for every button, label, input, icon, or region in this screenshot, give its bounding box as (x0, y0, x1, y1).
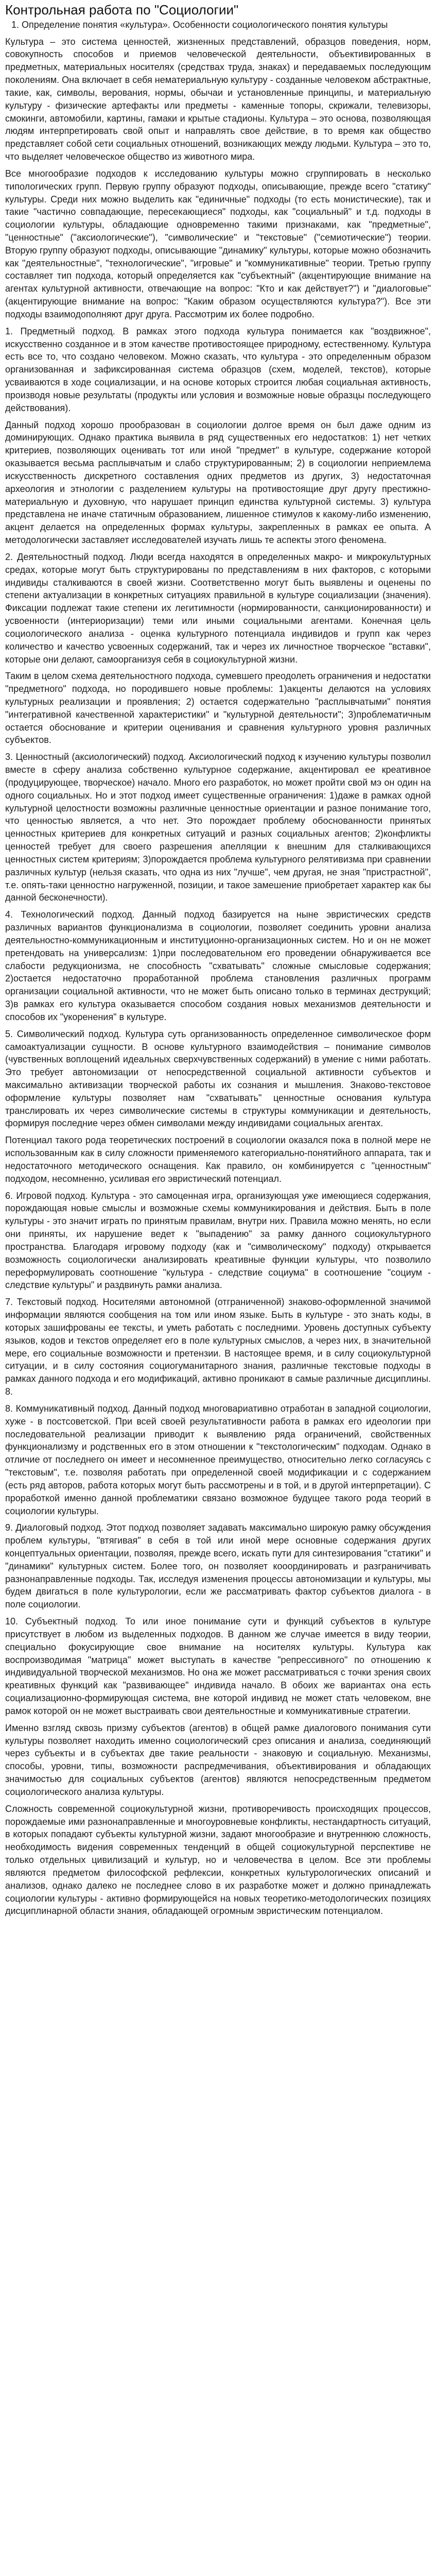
paragraph: 3. Ценностный (аксиологический) подход. Аксиологический подход к изучению культуры позволил вместе в сферу анализа собственно культурное содержание, акцентировал ее креативное (продуцирующее, творческое) начало. Много его разработок, но может пройти свой мэ он один на одного социальных. Но и этот подход имеет существенные ограничения: 1)даже в рамках одной культурной целостности возможны различные ценностные ориентации и разное понимание того, что ценностью является, а что нет. Это порождает проблему обоснованности принятых ценностных критериев для конкретных ситуаций и разных социальных агентов; 2)конфликты ценностей требует для своего разрешения апелляции к внешним для сталкивающихся ценностных систем критериям; 3)порождается проблема культурного релятивизма при сравнении различных культур (нельзя сказать, что одна из них "лучше", чем другая, не зная "пристрастной", т.е. опять-таки ценностно нагруженной, позиции, и такое замешение приобретает характер как бы данной бесконечности). (5, 752, 431, 903)
paragraph: 9. Диалоговый подход. Этот подход позволяет задавать максимально широкую рамку обсуждения проблем культуры, "втягивая" в себя в той или иной мере основные содержания других концептуальных ориентации, позволяя, прежде всего, искать пути для синтезирования "статики" и "динамики" культурных систем. Более того, он позволяет кооординировать и разграничивать разнонаправленные подходы. Так, исследуя изменения процессы автономизации и культуры, мы будем двигаться в поле культурологии, если же рассматривать фактор субъектов диалога - в поле социологии. (5, 1522, 431, 1610)
paragraph: 1. Предметный подход. В рамках этого подхода культура понимается как "воздвижное", искусственно созданное и в этом качестве противостоящее природному, естественному. Культура есть все то, что создано человеком. Можно сказать, что культура - это определенным образом организованная и зафиксированная система образцов (схем, моделей, текстов), которые усваиваются в ходе социализации, и на основе которых строится любая социальная активность, производя новые результаты (продукты или условия и возможные новые образцы последующего действования). (5, 326, 431, 413)
document-body (5, 36, 431, 1918)
paragraph: 8. Коммуникативный подход. Данный подход многовариативно отработан в западной социологии, хуже - в постсоветской. При всей своей результативности работа в рамках его идеологии при последовательной реализации приводит к выявлению ряда ограничений, свойственных функционализму и родственных его в этом отношении к "текстологическим" подходам. Однако в отличие от последнего он имеет и несомненное преимущество, относительно легко согласуясь с "текстовым", т.е. позволяя работать при определенной своей модификации и с содержанием (есть ряд авторов, работа которых могут быть рассмотрены и в той, и в другой интерпретации). С проработкой именно данной проблематики связано возможное будущее такого рода теорий в социологии культуры. (5, 1403, 431, 1516)
paragraph: 10. Субъектный подход. То или иное понимание сути и функций субъектов в культуре присутствует в любом из выделенных подходов. В данном же случае имеется в виду теории, специально фокусирующие свое внимание на носителях культуры. Культура как воспроизводимая "матрица" может выступать в качестве "репрессивного" по отношению к индивидуальной творческой механизмов. Но она же может рассматриваться с точки зрения своих креативных функций как "развивающее" индивида начало. В обоих же вариантах она есть социализационно-формирующая система, вне которой индивид не может стать человеком, вне рамок которой он не может выстраивать свои деятельностные и коммуникативные стратегии. (5, 1616, 431, 1716)
page-title: Контрольная работа по "Социологии" (5, 2, 239, 18)
paragraph: 6. Игровой подход. Культура - это самоценная игра, организующая уже имеющиеся содержания, порождающая новые смыслы и возможные схемы коммуникирования и действия. Быть в поле культуры - это значит играть по принятым правилам, внутри них. Правила можно менять, но если они приняты, их нарушение ведет к "выпадению" за рамку данного социокультурного пространства. Благодаря игровому подходу (как и "символическому" подходу) открывается возможность социологически анализировать креативные функции культуры, что позволило переформулировать соотношение "культура - следствие социума" в соотношение "социум - следствие культуры" и раздвинуть рамки анализа. (5, 1190, 431, 1291)
paragraph: Именно взгляд сквозь призму субъектов (агентов) в общей рамке диалогового понимания сути культуры позволяет находить именно социологический срез описания и анализа, соединяющий через субъекты и в субъектах две такие реальности - знаковую и социальную. Механизмы, способы, уровни, типы, возможности распредмечивания, объективирования и обладающих значимостью для социальных субъектов (агентов) являются непосредственным предметом социологического анализа культуры. (5, 1722, 431, 1797)
paragraph: Таким в целом схема деятельностного подхода, сумевшего преодолеть ограничения и недостатки "предметного" подхода, но породившего новые проблемы: 1)акценты делаются на условиях культурных реализации и проявления; 2) остается содержательно "расплывчатыми" понятия "интегративной качественной характеристики" и "культурной деятельности"; 3)проблематичным остается обоснование и критерии оценивания и сравнения культурного уровня различных субъектов. (5, 671, 431, 745)
paragraph: Все многообразие подходов к исследованию культуры можно сгруппировать в несколько типологических групп. Первую группу образуют подходы, описывающие, прежде всего "статику" культуры. Среди них можно выделить как "единичные" подходы (то есть монистические), так и такие "частично совпадающие, пересекающиеся" подходы, как "социальный" и т.д. подходы в социологии культуры, обладающие одновременно такими признаками, как "предметные", "ценностные" ("аксиологические"), "символические" и "текстовые" ("семиотические") теории. Вторую группу образуют подходы, описывающие "динамику" культуры, которые можно обозначить как "деятельностные", "технологические", "игровые" и "коммуникативные" теории. Третью группу составляет тип подхода, который определяется как "субъектный" (акцентирующие внимание на агентах культурной активности, отвечающие на вопрос: "Кто и как действует?") и "диалоговые" (акцентирующие внимание на вопрос: "Каким образом осуществляются культура?"). Все эти подходы взаимодополняют друг друга. Рассмотрим их более подробно. (5, 168, 431, 319)
paragraph: 7. Текстовый подход. Носителями автономной (отграниченной) знаково-оформленной значимой информации являются сообщения на том или ином языке. Быть в культуре - это знать коды, в которых зашифрованы ее тексты, и уметь работать с последними. Уровень доступных субъекту языков, кодов и текстов определяет его в поле культурных смыслов, а через них, в значительной мере, его социальные возможности и претензии. В настоящее время, и в силу социокультурной ситуации, и в силу состояния социогуманитарного знания, различные текстовые подходы в рамках данного подхода и его модификаций, активно проникают в самые различные дисциплины. 8. (5, 1297, 431, 1397)
paragraph: Культура – это система ценностей, жизненных представлений, образцов поведения, норм, совокупность способов и приемов человеческой деятельности, объективированных в предметных, материальных носителях (средствах труда, знаках) и передаваемых последующим поколениям. Она включает в себя нематериальную культуру - созданные человеком абстрактные, такие, как, символы, верования, нормы, обычаи и установленные принципы, и материальную культуру - физические артефакты или предметы - каменные топоры, скрижали, телевизоры, смокинги, автомобили, картины, гамаки и крытые стадионы. Культура – это основа, позволяющая людям интерпретировать свой опыт и направлять свое действие, в то время как общество представляет собой сети социальных отношений, возникающих между людьми. Культура – это то, что выделяет человеческое общество из животного мира. (5, 36, 431, 162)
paragraph: Данный подход хорошо прообразован в социологии долгое время он был даже одним из доминирующих. Однако практика выявила в ряд существенных его недостатков: 1) нет четких критериев, позволяющих оценивать тот или иной "предмет" в культуре, содержание которой оказывается весьма расплывчатым и слабо структурированным; 2) в социологии неприемлема искусственность дискретного составления одних предметов из других, 3) недостаточная археология и этнологии с разделением культуры на противостоящие друг другу престижно-материальную и духовную, что нарушает принцип единства культурной системы. 3) культура представлена не иначе статичным образованием, лишенное стимулов к какому-либо изменению, акцент делается на определенных формах культуры, закрепленных в рамках ее опыта. А методологически заставляет исследователей изучать лишь те аспекты этого феномена. (5, 419, 431, 546)
toc-item: 1. Определение понятия «культура». Особенности социологического понятия культуры (22, 19, 431, 31)
table-of-contents (5, 19, 431, 31)
paragraph: 4. Технологический подход. Данный подход базируется на ныне эвристических средств различных вариантов функционализма в социологии, позволяет соединить уровни анализа деятельностно-коммуникационным и институционно-организационных систем. Но и он не может претендовать на универсализм: 1)при последовательном его проведении обнаруживается все слабости редукционизма, не способность "схватывать" сложные смысловые содержания; 2)остается недостаточно проработанной проблема становления различных программ организации социальной активности, что не может быть описано только в терминах деструкций; 3)в рамках его культура оказывается способом создания новых механизмов деятельности и способов их "укоренения" в культуре. (5, 909, 431, 1022)
paragraph: 2. Деятельностный подход. Люди всегда находятся в определенных макро- и микрокультурных средах, которые могут быть структурированы по представлениям в них факторов, с которыми индивиды сталкиваются в своей жизни. Соответственно могут быть выявлены и оценены по степени актуализации в конкретных ситуациях правильной в культуре социализации (значения). Фиксации подлежат такие степени их легитимности (нормированности, санкционированности) и усвоенности (интериоризации) теми или иными социальными агентами. Конечная цель социологического анализа - оценка культурного потенциала индивидов и групп как через количество и качество усвоенных содержаний, так и через их личностное творческое "вставки", которые они делают, самоорганизуя себя в социокультурной жизни. (5, 551, 431, 665)
paragraph: Сложность современной социокультурной жизни, противоречивость происходящих процессов, порождаемые ими разнонаправленные и многоуровневые конфликты, нестандартность ситуаций, в которых попадают субъекты культурной жизни, задают многообразие и внутреннюю сложность, необходимость видения современных тенденций в общей социокультурной перспективе не только отдельных цивилизаций и культур, но и человечества в целом. Все эти проблемы являются предметом философской рефлексии, конкретных культурологических описаний и анализов, однако далеко не последнее слово в их разработке может и должно принадлежать социологии культуры - активно формирующейся на новых теоретико-методологических позициях дисциплинарной области знания, обладающей огромным эвристическим потенциалом. (5, 1803, 431, 1917)
paragraph: 5. Символический подход. Культура суть организованность определенное символическое форм самоактуализации сущности. В основе культурного взаимодействия – понимание символов (чувственных воплощений идеальных сверхчувственных содержаний) в умение с ними работать. Это требует автономизации от непосредственной социальной активности субъектов и максимально активизации творческой работы их сознания и мышления. Знаково-текстовое оформление культуры позволяет нам "схватывать" ценностные основания культура транслировать их через символические системы в структуры коммуникации и деятельность, формируя последние через обмен символами между индивидами социальных агентах. (5, 1028, 431, 1129)
paragraph: Потенциал такого рода теоретических построений в социологии оказался пока в полной мере не использованным как в силу сложности применяемого категориально-понятийного аппарата, так и недостаточного методического оснащения. Как правило, он комбинируется с "ценностным" подходом, несомненно, усиливая его эвристический потенциал. (5, 1135, 431, 1184)
